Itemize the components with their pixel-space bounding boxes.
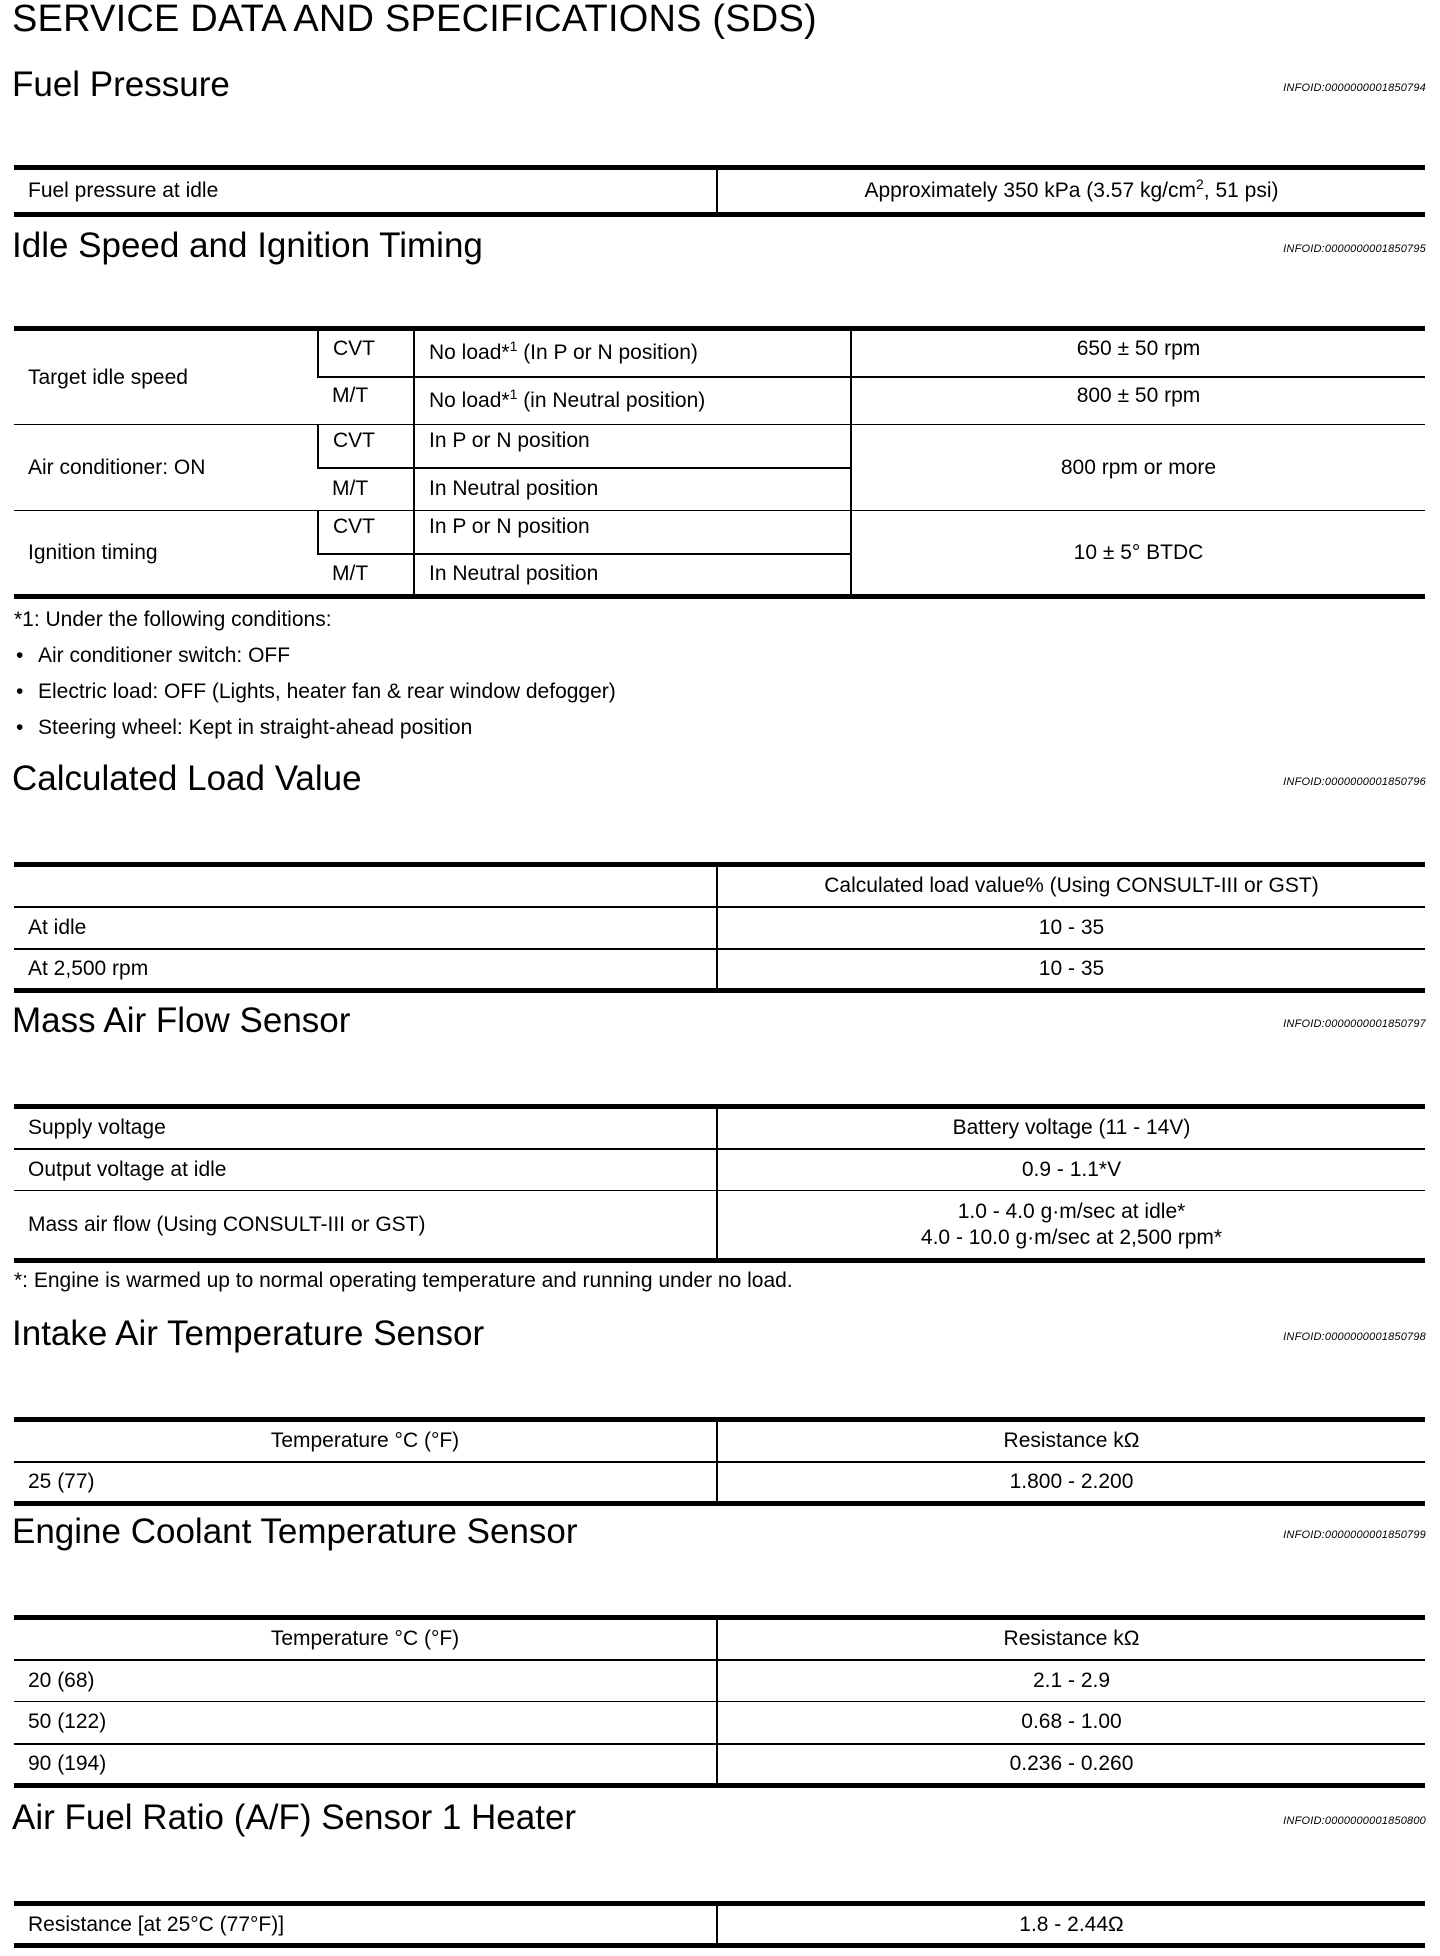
spec-value: 650 ± 50 rpm [851,329,1425,377]
header-cell: Resistance kΩ [717,1618,1425,1660]
section-title: Mass Air Flow Sensor [12,1001,351,1040]
info-id: INFOID:0000000001850794 [1283,82,1426,94]
value-text: , 51 psi) [1203,179,1279,202]
table-header-row [14,865,1425,907]
row-label: Fuel pressure at idle [28,179,219,202]
group-label: Target idle speed [28,365,188,389]
table-row [14,511,1425,554]
condition: In P or N position [414,511,851,554]
section-title: Air Fuel Ratio (A/F) Sensor 1 Heater [12,1798,577,1837]
calculated-load-table [14,862,1425,993]
row-value: 0.236 - 0.260 [717,1744,1425,1786]
row-label: At idle [28,915,87,939]
conditions-list [14,638,616,746]
section-title: Engine Coolant Temperature Sensor [12,1512,578,1551]
row-value: Battery voltage (11 - 14V) [717,1107,1425,1149]
table-row [14,425,1425,468]
header-cell: Temperature °C (°F) [270,1627,460,1651]
spec-value: 10 ± 5° BTDC [851,511,1425,597]
row-label: At 2,500 rpm [28,956,149,980]
condition: In Neutral position [414,468,851,511]
table-row [14,1149,1425,1191]
info-id: INFOID:0000000001850800 [1283,1815,1426,1827]
trans-type: M/T [332,383,369,407]
superscript: 1 [509,385,518,402]
spec-value: 800 ± 50 rpm [851,377,1425,425]
section-title: Idle Speed and Ignition Timing [12,226,483,265]
condition: In P or N position [414,425,851,468]
header-cell: Resistance kΩ [717,1420,1425,1462]
section-title: Intake Air Temperature Sensor [12,1314,485,1353]
condition-text: No load* [429,388,510,412]
trans-type: M/T [332,477,369,501]
row-label: 90 (194) [28,1751,107,1775]
table-row [14,1702,1425,1744]
row-label: Output voltage at idle [28,1157,227,1181]
table-row [14,329,1425,377]
table-header-row [14,1618,1425,1660]
row-value: 10 - 35 [717,949,1425,991]
section-title: Fuel Pressure [12,65,230,104]
list-item: • Steering wheel: Kept in straight-ahead position [14,710,616,746]
row-label: 20 (68) [28,1668,95,1692]
ect-sensor-table [14,1615,1425,1788]
footnote: *1: Under the following conditions: [14,608,332,631]
info-id: INFOID:0000000001850797 [1283,1018,1426,1030]
list-item: • Air conditioner switch: OFF [14,638,616,674]
info-id: INFOID:0000000001850798 [1283,1331,1426,1343]
section-title: Calculated Load Value [12,759,362,798]
table-row [14,1904,1425,1946]
af-heater-table [14,1901,1425,1948]
condition [414,377,851,425]
condition-text: (In P or N position) [517,341,698,365]
idle-speed-table [14,326,1425,599]
value-line: 4.0 - 10.0 g·m/sec at 2,500 rpm* [920,1225,1223,1249]
condition-text: No load* [429,341,510,365]
list-item: • Electric load: OFF (Lights, heater fan & rear window defogger) [14,674,616,710]
header-cell: Temperature °C (°F) [270,1429,460,1453]
condition-text: (in Neutral position) [517,388,706,412]
header-cell: Calculated load value% (Using CONSULT-III or GST) [717,865,1425,907]
spec-value: 800 rpm or more [851,425,1425,511]
value-text: Approximately 350 kPa (3.57 kg/cm [864,179,1196,202]
table-row [14,1462,1425,1504]
footnote: *: Engine is warmed up to normal operating temperature and running under no load. [14,1269,793,1292]
table-row [14,1660,1425,1702]
row-value: 0.9 - 1.1*V [717,1149,1425,1191]
table-row [14,1107,1425,1149]
trans-type: M/T [332,562,369,586]
row-label: 50 (122) [28,1710,107,1734]
row-value: 0.68 - 1.00 [717,1702,1425,1744]
row-value [717,168,1425,215]
fuel-pressure-table [14,165,1425,217]
info-id: INFOID:0000000001850799 [1283,1529,1426,1541]
group-label: Ignition timing [28,540,158,564]
row-value: 2.1 - 2.9 [717,1660,1425,1702]
row-value: 1.800 - 2.200 [717,1462,1425,1504]
table-row [14,949,1425,991]
trans-type: CVT [318,329,414,377]
value-line: 1.0 - 4.0 g·m/sec at idle* [957,1199,1186,1223]
table-row [14,1191,1425,1261]
condition: In Neutral position [414,554,851,597]
row-label: Mass air flow (Using CONSULT-III or GST) [28,1212,426,1236]
info-id: INFOID:0000000001850795 [1283,243,1426,255]
superscript: 2 [1196,176,1204,192]
maf-sensor-table [14,1104,1425,1263]
table-row [14,168,1425,215]
table-header-row [14,1420,1425,1462]
row-label: 25 (77) [28,1469,95,1493]
condition [414,329,851,377]
row-label: Supply voltage [28,1116,166,1140]
info-id: INFOID:0000000001850796 [1283,776,1426,788]
iat-sensor-table [14,1417,1425,1506]
row-value [717,1191,1425,1261]
trans-type: CVT [318,425,414,468]
table-row [14,907,1425,949]
row-label: Resistance [at 25°C (77°F)] [28,1912,285,1936]
table-row [14,1744,1425,1786]
group-label: Air conditioner: ON [28,455,206,479]
header-cell [14,865,717,907]
row-value: 10 - 35 [717,907,1425,949]
row-value: 1.8 - 2.44Ω [717,1904,1425,1946]
page-title: SERVICE DATA AND SPECIFICATIONS (SDS) [12,0,817,40]
trans-type: CVT [318,511,414,554]
superscript: 1 [509,338,518,355]
